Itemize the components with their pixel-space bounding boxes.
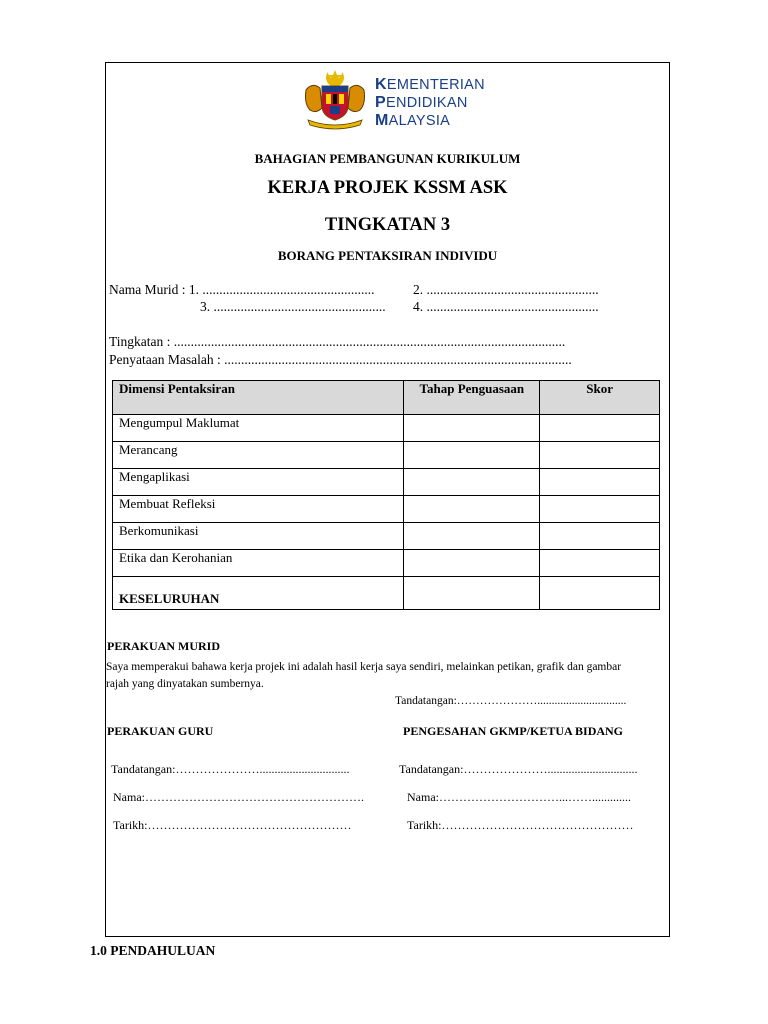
teacher-name-field[interactable]: Nama:………………………………………………. bbox=[113, 790, 364, 804]
coat-of-arms-icon bbox=[300, 68, 370, 130]
approval-date-field[interactable]: Tarikh:………………………………………… bbox=[407, 818, 634, 832]
ministry-name bbox=[375, 76, 485, 130]
dimension-cell: Mengaplikasi bbox=[113, 469, 404, 496]
table-row bbox=[113, 415, 660, 442]
student-name-field-3[interactable]: 3. ................................................... bbox=[200, 299, 386, 314]
form-subtitle: BORANG PENTAKSIRAN INDIVIDU bbox=[277, 248, 498, 263]
table-row bbox=[113, 550, 660, 577]
table-total-row bbox=[113, 577, 660, 610]
document-title: KERJA PROJEK KSSM ASK bbox=[267, 178, 508, 198]
score-cell[interactable] bbox=[540, 550, 660, 577]
student-name-field-1[interactable]: Nama Murid : 1. ................................................... bbox=[109, 282, 375, 297]
approval-name-field[interactable]: Nama:…………………………...……............. bbox=[407, 790, 631, 804]
student-declaration-title: PERAKUAN MURID bbox=[107, 639, 220, 653]
total-level-cell[interactable] bbox=[404, 577, 540, 610]
table-row bbox=[113, 523, 660, 550]
logo-line-2: PENDIDIKAN bbox=[375, 94, 468, 111]
form-level-heading: TINGKATAN 3 bbox=[324, 215, 451, 235]
logo-line-1: KEMENTERIAN bbox=[375, 76, 485, 93]
level-cell[interactable] bbox=[404, 415, 540, 442]
dimension-cell: Mengumpul Maklumat bbox=[113, 415, 404, 442]
score-cell[interactable] bbox=[540, 523, 660, 550]
column-header-score: Skor bbox=[540, 381, 660, 415]
total-score-cell[interactable] bbox=[540, 577, 660, 610]
score-cell[interactable] bbox=[540, 469, 660, 496]
dimension-cell: Merancang bbox=[113, 442, 404, 469]
total-label-cell: KESELURUHAN bbox=[113, 577, 404, 610]
score-cell[interactable] bbox=[540, 442, 660, 469]
approval-title: PENGESAHAN GKMP/KETUA BIDANG bbox=[403, 724, 624, 738]
teacher-date-field[interactable]: Tarikh:…………………………………………… bbox=[113, 818, 352, 832]
level-cell[interactable] bbox=[404, 550, 540, 577]
division-heading: BAHAGIAN PEMBANGUNAN KURIKULUM bbox=[254, 151, 521, 166]
dimension-cell: Etika dan Kerohanian bbox=[113, 550, 404, 577]
score-cell[interactable] bbox=[540, 415, 660, 442]
table-row bbox=[113, 496, 660, 523]
teacher-declaration-title: PERAKUAN GURU bbox=[107, 724, 214, 738]
dimension-cell: Berkomunikasi bbox=[113, 523, 404, 550]
student-name-field-2[interactable]: 2. ................................................... bbox=[413, 282, 599, 297]
assessment-table bbox=[112, 380, 660, 610]
student-declaration-text-1: Saya memperakui bahawa kerja projek ini adalah hasil kerja saya sendiri, melainkan petikan, grafik dan gambar bbox=[106, 661, 622, 673]
student-name-field-4[interactable]: 4. ................................................... bbox=[413, 299, 599, 314]
level-cell[interactable] bbox=[404, 523, 540, 550]
teacher-signature-field[interactable]: Tandatangan:………………….............................. bbox=[111, 762, 350, 776]
dimension-cell: Membuat Refleksi bbox=[113, 496, 404, 523]
form-class-field[interactable]: Tingkatan : .................................................................................................................... bbox=[109, 334, 566, 349]
student-declaration-text-2: rajah yang dinyatakan sumbernya. bbox=[106, 678, 264, 690]
column-header-level: Tahap Penguasaan bbox=[404, 381, 540, 415]
table-row bbox=[113, 469, 660, 496]
level-cell[interactable] bbox=[404, 442, 540, 469]
ministry-logo bbox=[300, 68, 490, 132]
column-header-dimension: Dimensi Pentaksiran bbox=[113, 381, 404, 415]
level-cell[interactable] bbox=[404, 496, 540, 523]
student-signature-field[interactable]: Tandatangan:…………………............................... bbox=[395, 695, 627, 707]
approval-signature-field[interactable]: Tandatangan:………………….............................. bbox=[399, 762, 638, 776]
table-header-row bbox=[113, 381, 660, 415]
logo-line-3: MALAYSIA bbox=[375, 112, 451, 129]
level-cell[interactable] bbox=[404, 469, 540, 496]
section-heading-introduction: 1.0 PENDAHULUAN bbox=[90, 943, 216, 958]
table-row bbox=[113, 442, 660, 469]
problem-statement-field[interactable]: Penyataan Masalah : ....................................................................................................... bbox=[109, 352, 572, 367]
score-cell[interactable] bbox=[540, 496, 660, 523]
